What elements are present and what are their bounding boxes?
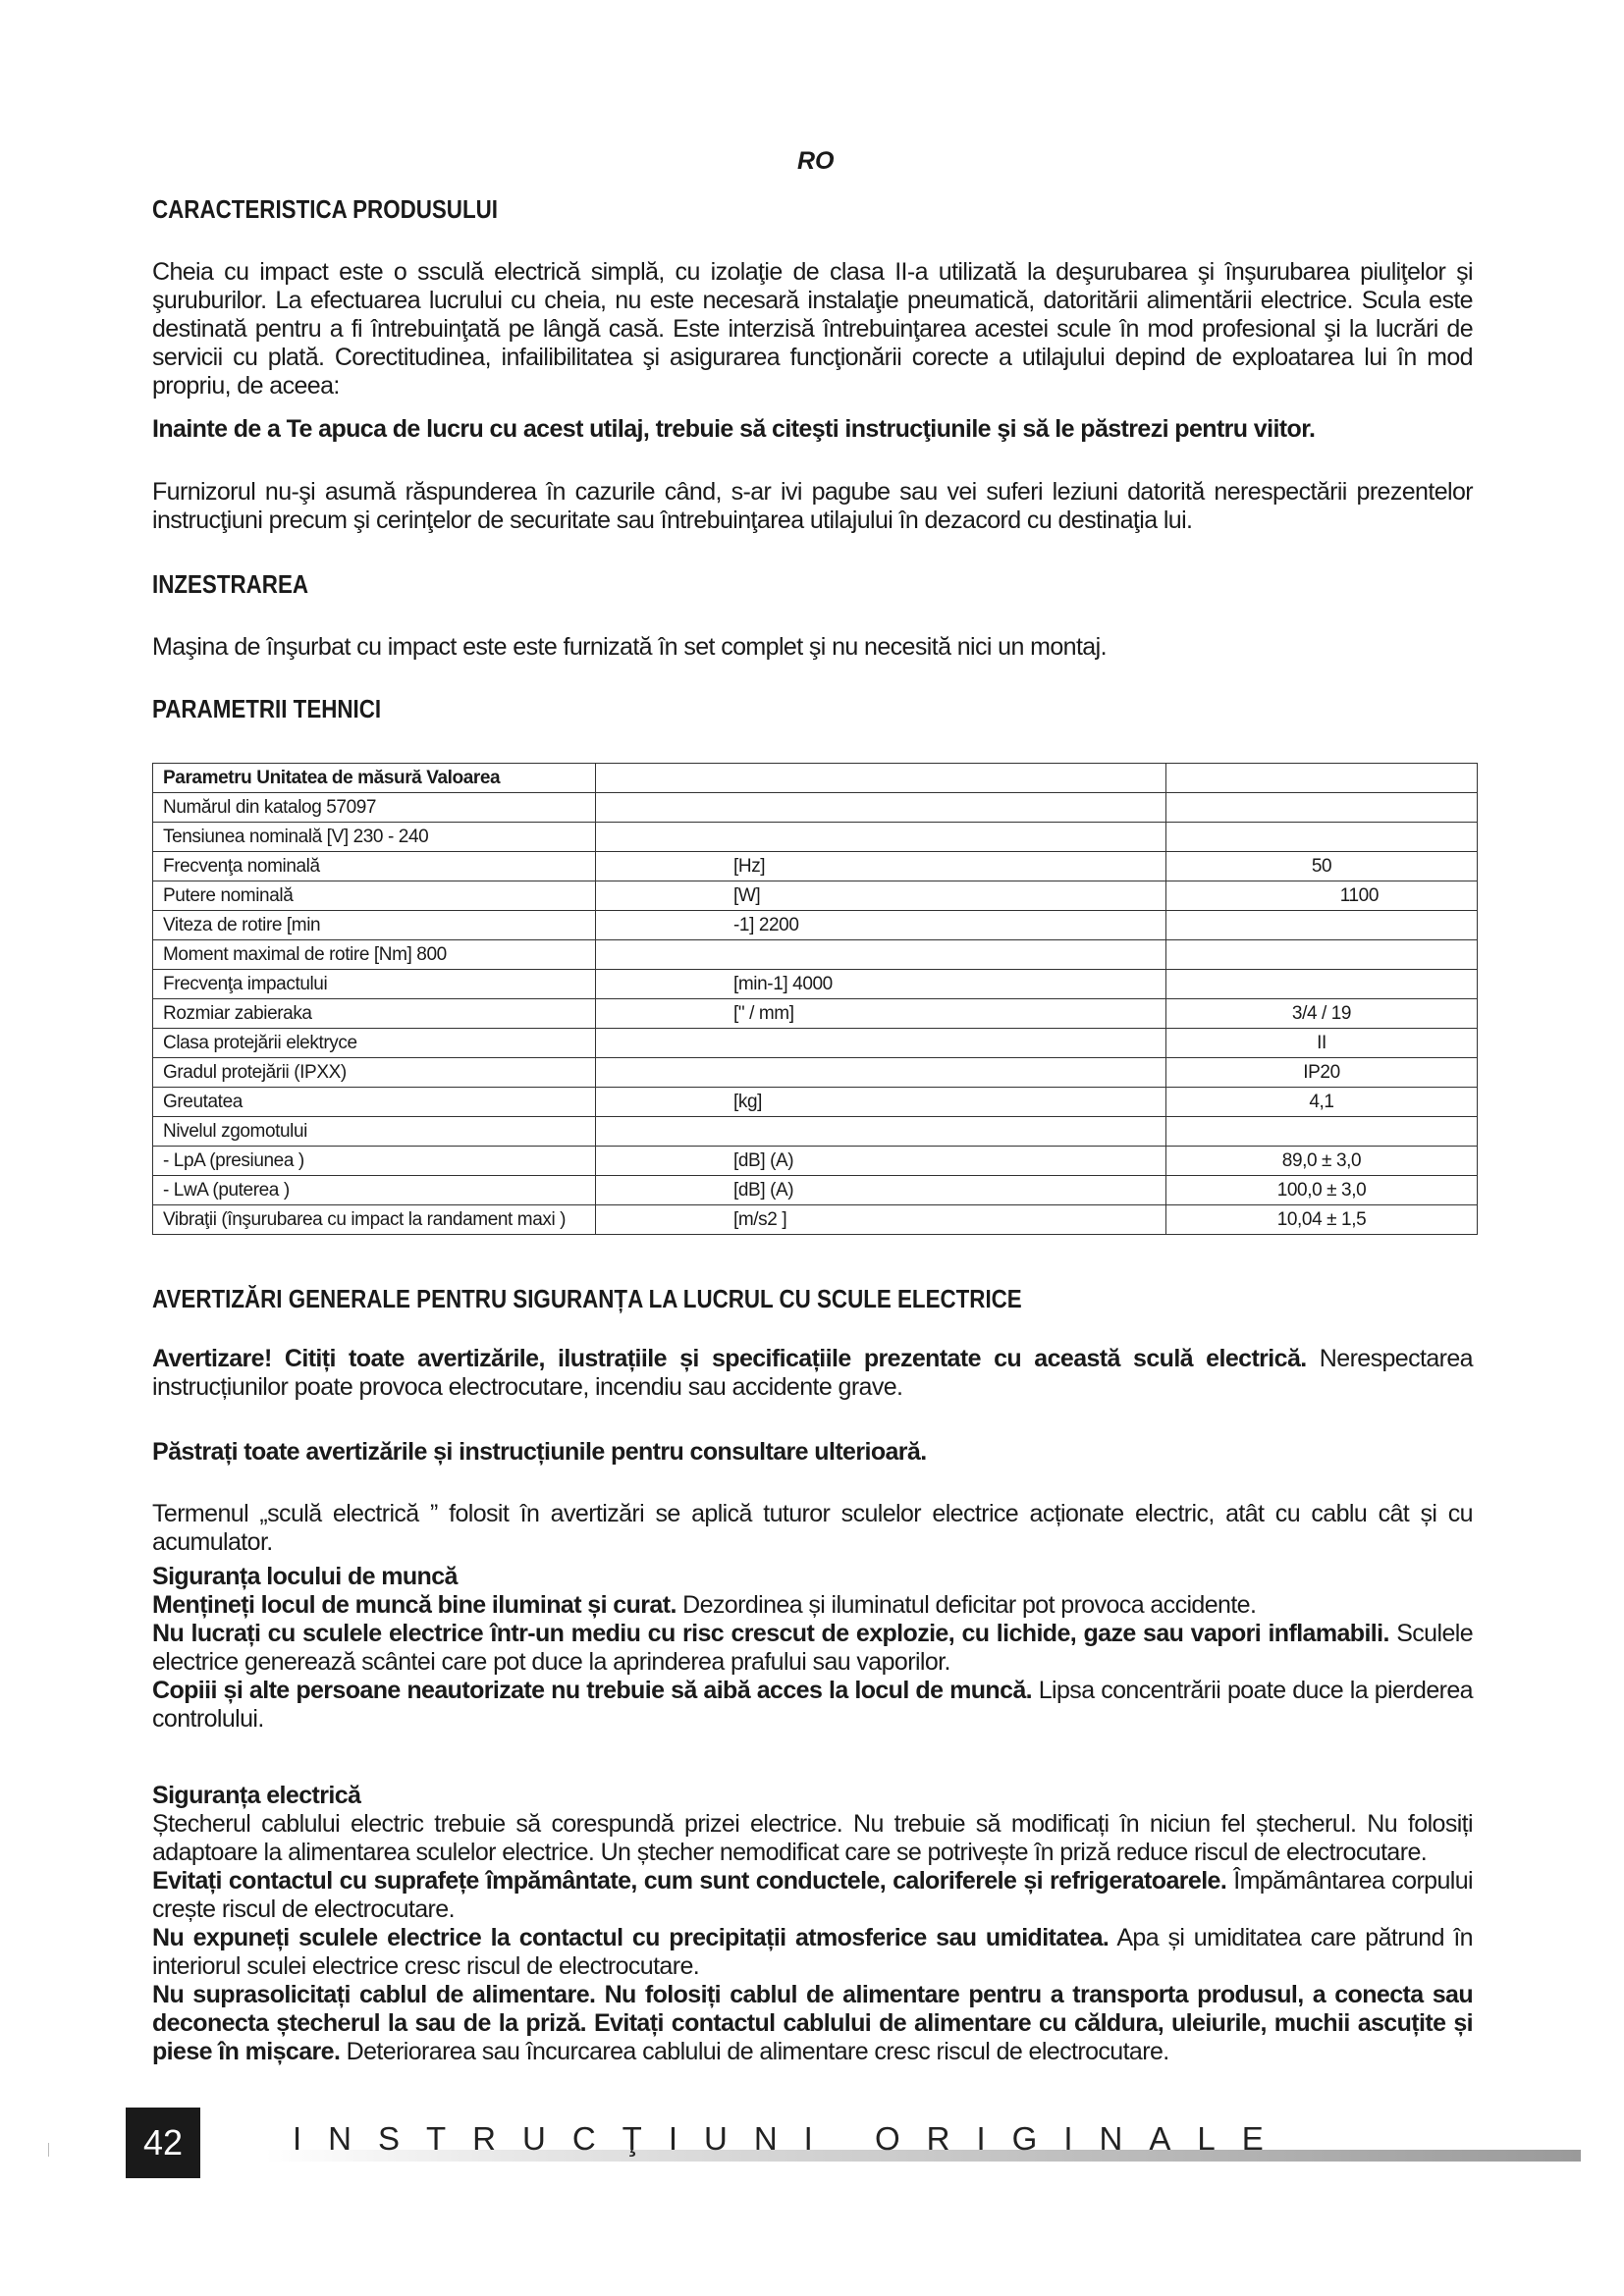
electrical-item: Ștecherul cablului electric trebuie să corespundă prizei electrice. Nu trebuie să modificați în niciun fel ștecherul. Nu folosiți adaptoare la alimentarea sculelor electrice. Un ștecher nemodificat care se potrivește în priză reduce riscul de electrocutare.: [152, 1810, 1473, 1866]
warning-rest: Nerespectarea instrucțiunilor poate provoca electrocutare, incendiu sau accidente grave.: [152, 1345, 1473, 1401]
table-row: [153, 1147, 1478, 1176]
electrical-item: [152, 1924, 1473, 1981]
workplace-paragraphs: [152, 1591, 1473, 1734]
el2-bold: Evitați contactul cu suprafețe împământate, cum sunt conductele, caloriferele și refrigeratoarele.: [152, 1867, 1227, 1895]
table-cell: - LpA (presiunea ): [153, 1147, 596, 1176]
el2-rest: Împământarea corpului crește riscul de electrocutare.: [152, 1867, 1473, 1923]
table-cell: [m/s2 ]: [596, 1205, 1166, 1235]
table-cell: 89,0 ± 3,0: [1166, 1147, 1478, 1176]
table-cell: 3/4 / 19: [1166, 999, 1478, 1029]
electrical-heading: Siguranța electrică: [152, 1782, 361, 1809]
table-cell: Greutatea: [153, 1088, 596, 1117]
margin-mark: [48, 2143, 49, 2157]
table-cell: Clasa protejării elektryce: [153, 1029, 596, 1058]
wp2-rest: Sculele electrice generează scântei care pot duce la aprinderea prafului sau vaporilor.: [152, 1620, 1474, 1676]
el4-rest: Deteriorarea sau încurcarea cablului de alimentare cresc riscul de electrocutare.: [340, 2038, 1169, 2065]
table-row: [153, 1117, 1478, 1147]
table-cell: Tensiunea nominală [V] 230 - 240: [153, 823, 596, 852]
table-cell: [596, 823, 1166, 852]
wp2-bold: Nu lucrați cu sculele electrice într-un mediu cu risc crescut de explozie, cu lichide, gaze sau vapori inflamabili.: [152, 1620, 1389, 1647]
workplace-item: [152, 1591, 1473, 1620]
table-cell: [dB] (A): [596, 1147, 1166, 1176]
table-cell: [1166, 823, 1478, 852]
electrical-paragraphs: [152, 1810, 1473, 2066]
table-cell: IP20: [1166, 1058, 1478, 1088]
table-cell: Parametru Unitatea de măsură Valoarea: [153, 764, 596, 793]
table-cell: Moment maximal de rotire [Nm] 800: [153, 940, 596, 970]
equipment-heading: INZESTRAREA: [152, 569, 309, 599]
supplier-paragraph: Furnizorul nu-şi asumă răspunderea în cazurile când, s-ar ivi pagube sau vei suferi leziuni datorită nerespectării prezentelor instrucţiuni precum şi cerinţelor de securitate sau întrebuinţarea utilajului în dezacord cu destinaţia lui.: [152, 478, 1473, 534]
table-cell: [1166, 911, 1478, 940]
table-cell: [596, 1117, 1166, 1147]
equipment-paragraph: Maşina de înşurbat cu impact este este furnizată în set complet şi nu necesită nici un montaj.: [152, 633, 1107, 661]
table-cell: [596, 940, 1166, 970]
table-row: [153, 852, 1478, 881]
table-row: [153, 940, 1478, 970]
characteristics-heading: CARACTERISTICA PRODUSULUI: [152, 194, 498, 224]
before-work-notice: Inainte de a Te apuca de lucru cu acest utilaj, trebuie să citeşti instrucţiunile şi să le păstrezi pentru viitor.: [152, 415, 1316, 443]
table-row: [153, 999, 1478, 1029]
table-row: [153, 1058, 1478, 1088]
warning-paragraph: [152, 1345, 1473, 1402]
table-cell: Rozmiar zabieraka: [153, 999, 596, 1029]
table-cell: [" / mm]: [596, 999, 1166, 1029]
table-cell: Numărul din katalog 57097: [153, 793, 596, 823]
table-cell: [1166, 1117, 1478, 1147]
table-row: [153, 1029, 1478, 1058]
page-number: 42: [126, 2108, 200, 2178]
electrical-item: [152, 1981, 1473, 2066]
electrical-item: [152, 1867, 1473, 1924]
el3-rest: Apa și umiditatea care pătrund în interiorul sculei electrice cresc riscul de electrocutare.: [152, 1924, 1473, 1980]
wp1-bold: Mențineți locul de muncă bine iluminat și curat.: [152, 1591, 677, 1619]
workplace-item: [152, 1620, 1473, 1677]
table-cell: [596, 764, 1166, 793]
params-heading: PARAMETRII TEHNICI: [152, 694, 382, 723]
table-cell: - LwA (puterea ): [153, 1176, 596, 1205]
table-cell: [1166, 793, 1478, 823]
table-cell: [1166, 940, 1478, 970]
table-row: [153, 911, 1478, 940]
table-row: [153, 1176, 1478, 1205]
table-cell: [dB] (A): [596, 1176, 1166, 1205]
workplace-heading: Siguranța locului de muncă: [152, 1563, 458, 1590]
table-cell: [596, 793, 1166, 823]
table-cell: [W]: [596, 881, 1166, 911]
characteristics-paragraph: Cheia cu impact este o ssculă electrică simplă, cu izolaţie de clasa II-a utilizată la deşurubarea şi înşurubarea piuliţelor şi şuruburilor. La efectuarea lucrului cu cheia, nu este necesară instalaţie pneumatică, datoritării alimentării electrice. Scula este destinată pentru a fi întrebuinţată pe lângă casă. Este interzisă întrebuinţarea acestei scule în mod profesional şi la lucrări de servicii cu plată. Corectitudinea, infailibilitatea şi asigurarea funcţionării corecte a utilajului depind de exploatarea lui în mod propriu, de aceea:: [152, 258, 1473, 400]
warnings-heading: AVERTIZĂRI GENERALE PENTRU SIGURANȚA LA LUCRUL CU SCULE ELECTRICE: [152, 1284, 1022, 1313]
table-row: [153, 1088, 1478, 1117]
wp3-bold: Copiii și alte persoane neautorizate nu trebuie să aibă acces la locul de muncă.: [152, 1677, 1033, 1704]
table-cell: [1166, 970, 1478, 999]
wp1-rest: Dezordinea și iluminatul deficitar pot provoca accidente.: [676, 1591, 1257, 1619]
table-row: [153, 1205, 1478, 1235]
table-cell: Vibraţii (înşurubarea cu impact la randament maxi ): [153, 1205, 596, 1235]
table-cell: 4,1: [1166, 1088, 1478, 1117]
table-cell: -1] 2200: [596, 911, 1166, 940]
table-header-row: [153, 764, 1478, 793]
table-row: [153, 823, 1478, 852]
table-cell: [1166, 764, 1478, 793]
table-cell: 10,04 ± 1,5: [1166, 1205, 1478, 1235]
table-cell: Frecvenţa impactului: [153, 970, 596, 999]
el3-bold: Nu expuneți sculele electrice la contactul cu precipitații atmosferice sau umiditatea.: [152, 1924, 1110, 1951]
warning-bold: Avertizare! Citiți toate avertizările, ilustrațiile și specificațiile prezentate cu această sculă electrică.: [152, 1345, 1307, 1372]
language-label: RO: [797, 147, 835, 175]
table-cell: Frecvenţa nominală: [153, 852, 596, 881]
technical-params-table: [152, 763, 1478, 1235]
table-cell: 50: [1166, 852, 1478, 881]
table-cell: [596, 1058, 1166, 1088]
table-row: [153, 970, 1478, 999]
workplace-item: [152, 1677, 1473, 1734]
table-cell: [kg]: [596, 1088, 1166, 1117]
el4-bold: Nu suprasolicitați cablul de alimentare. Nu folosiți cablul de alimentare pentru a transporta produsul, a conecta sau deconecta ștecherul la sau de la priză. Evitați contactul cablului de alimentare cu căldura, uleiurile, muchii ascuțite și piese în mișcare.: [152, 1981, 1473, 2065]
table-cell: 1100: [1166, 881, 1478, 911]
footer-title: INSTRUCŢIUNI ORIGINALE: [293, 2120, 1290, 2157]
table-row: [153, 881, 1478, 911]
table-cell: Viteza de rotire [min: [153, 911, 596, 940]
table-cell: [596, 1029, 1166, 1058]
table-row: [153, 793, 1478, 823]
keep-instructions: Păstrați toate avertizările și instrucțiunile pentru consultare ulterioară.: [152, 1438, 927, 1466]
table-cell: Gradul protejării (IPXX): [153, 1058, 596, 1088]
table-cell: 100,0 ± 3,0: [1166, 1176, 1478, 1205]
table-cell: Putere nominală: [153, 881, 596, 911]
term-paragraph: Termenul „sculă electrică ” folosit în avertizări se aplică tuturor sculelor electrice acționate electric, atât cu cablu cât și cu acumulator.: [152, 1500, 1473, 1556]
table-cell: [Hz]: [596, 852, 1166, 881]
table-cell: Nivelul zgomotului: [153, 1117, 596, 1147]
table-cell: II: [1166, 1029, 1478, 1058]
table-cell: [min-1] 4000: [596, 970, 1166, 999]
wp3-rest: Lipsa concentrării poate duce la pierderea controlului.: [152, 1677, 1473, 1733]
